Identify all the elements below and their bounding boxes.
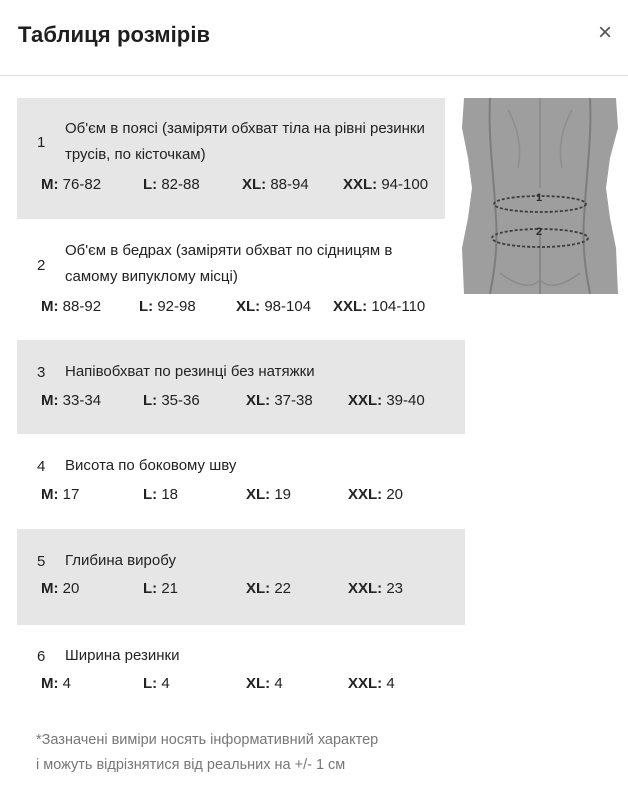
body-measurement-figure [460,98,620,294]
row-number: 2 [37,257,46,274]
note-line-2: і можуть відрізнятися від реальних на +/- 1 см [36,757,346,773]
note-line-1: *Зазначені виміри носять інформативний характер [36,732,379,748]
size-xl: XL: 37-38 [246,392,313,409]
size-xxl: XXL: 23 [348,580,404,597]
row-label: Глибина виробу [65,552,176,569]
size-xl: XL: 98-104 [236,298,312,315]
marker-1: 1 [536,192,543,204]
row-number: 5 [37,553,46,570]
size-l: L: 82-88 [143,176,200,193]
size-row-waist [17,98,445,219]
row-label: Висота по боковому шву [65,457,237,474]
size-row-waistband-width [17,625,465,720]
row-label: Об'єм в поясі (заміряти обхват тіла на рівні резинки трусів, по кісточкам) [65,120,425,163]
row-number: 1 [37,134,46,151]
size-row-hips [17,219,445,340]
size-m: M: 4 [41,675,72,692]
row-number: 6 [37,648,46,665]
size-row-depth [17,529,465,625]
size-xxl: XXL: 39-40 [348,392,425,409]
row-label: Об'єм в бедрах (заміряти обхват по сідницям в самому випуклому місці) [65,242,393,285]
torso-illustration [460,98,620,294]
size-m: M: 88-92 [41,298,102,315]
size-xl: XL: 19 [246,486,292,503]
size-m: M: 20 [41,580,80,597]
modal-title: Таблиця розмірів [18,22,211,47]
size-m: M: 76-82 [41,176,102,193]
size-l: L: 18 [143,486,179,503]
modal-header [0,0,628,76]
size-l: L: 21 [143,580,179,597]
row-label: Напівобхват по резинці без натяжки [65,363,315,380]
size-xl: XL: 22 [246,580,292,597]
size-row-side-height [17,434,465,529]
size-xxl: XXL: 20 [348,486,404,503]
row-number: 3 [37,364,46,381]
size-l: L: 4 [143,675,170,692]
size-row-half-waistband [17,340,465,434]
size-l: L: 35-36 [143,392,200,409]
marker-2: 2 [536,226,543,238]
size-m: M: 17 [41,486,80,503]
size-l: L: 92-98 [139,298,196,315]
size-xxl: XXL: 4 [348,675,395,692]
close-button[interactable]: × [597,19,612,46]
size-xl: XL: 88-94 [242,176,309,193]
size-xxl: XXL: 94-100 [343,176,429,193]
size-m: M: 33-34 [41,392,102,409]
row-label: Ширина резинки [65,647,180,664]
row-number: 4 [37,458,46,475]
disclaimer-note [36,728,456,778]
size-xl: XL: 4 [246,675,283,692]
size-xxl: XXL: 104-110 [333,298,426,315]
